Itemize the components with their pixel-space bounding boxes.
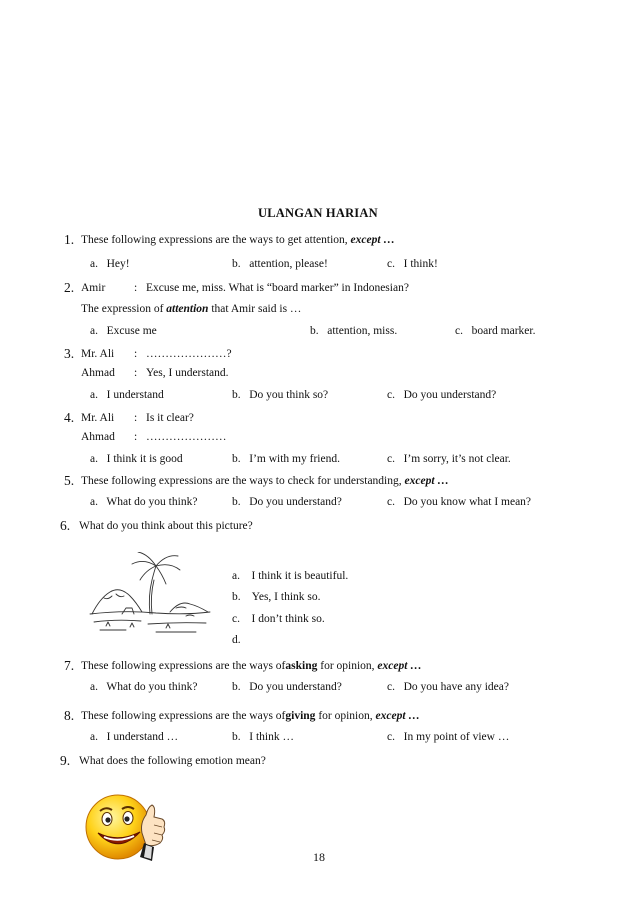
- q3-option-c[interactable]: c. Do you understand?: [387, 389, 497, 401]
- q4-colon2: :: [134, 431, 138, 443]
- q2-number: 2.: [64, 280, 75, 295]
- q2-colon: :: [134, 282, 138, 294]
- q8-giving-bold: giving: [285, 710, 316, 722]
- q4-colon1: :: [134, 412, 138, 424]
- q9-text: What does the following emotion mean?: [79, 755, 266, 767]
- q2-speaker: Amir: [81, 282, 106, 294]
- q1-option-b[interactable]: b. attention, please!: [232, 258, 328, 270]
- q4-option-c[interactable]: c. I’m sorry, it’s not clear.: [387, 453, 511, 465]
- q5-except: except …: [404, 475, 449, 487]
- q3-speaker1: Mr. Ali: [81, 348, 115, 360]
- q4-option-b[interactable]: b. I’m with my friend.: [232, 453, 340, 465]
- q8-option-a[interactable]: a. I understand …: [90, 731, 179, 743]
- q9-number: 9.: [60, 753, 71, 768]
- q8-option-c[interactable]: c. In my point of view …: [387, 731, 510, 743]
- q3-speaker2: Ahmad: [81, 367, 115, 379]
- q1-number: 1.: [64, 232, 75, 247]
- q5-number: 5.: [64, 473, 75, 488]
- q8-except: except …: [375, 710, 420, 722]
- q2-line2: The expression of attention that Amir said is …: [81, 303, 302, 315]
- q4-speaker1: Mr. Ali: [81, 412, 115, 424]
- q6-number: 6.: [60, 518, 71, 533]
- q4-speaker2: Ahmad: [81, 431, 115, 443]
- q8-number: 8.: [64, 708, 75, 723]
- q3-number: 3.: [64, 346, 75, 361]
- q4-number: 4.: [64, 410, 75, 425]
- q7-text: These following expressions are the ways ofasking for opinion, except …: [81, 660, 422, 672]
- q6-option-a[interactable]: a. I think it is beautiful.: [232, 570, 349, 582]
- q2-option-c[interactable]: c. board marker.: [455, 325, 536, 337]
- q3-option-a[interactable]: a. I understand: [90, 389, 164, 401]
- island-landscape-sketch-icon: [86, 552, 214, 638]
- q4-line1: Is it clear?: [146, 412, 194, 424]
- q6-option-b[interactable]: b. Yes, I think so.: [232, 591, 321, 603]
- q3-line2: Yes, I understand.: [146, 367, 229, 379]
- q3-option-b[interactable]: b. Do you think so?: [232, 389, 329, 401]
- q2-option-a[interactable]: a. Excuse me: [90, 325, 157, 337]
- q6-text: What do you think about this picture?: [79, 520, 253, 532]
- smiley-thumbs-up-icon: [82, 785, 168, 865]
- q1-option-c[interactable]: c. I think!: [387, 258, 438, 270]
- q6-option-c[interactable]: c. I don’t think so.: [232, 613, 325, 625]
- q8-text: These following expressions are the ways ofgiving for opinion, except …: [81, 710, 420, 722]
- q4-line2: …………………: [146, 431, 227, 443]
- q7-option-b[interactable]: b. Do you understand?: [232, 681, 342, 693]
- q8-option-b[interactable]: b. I think …: [232, 731, 294, 743]
- page-title: ULANGAN HARIAN: [258, 206, 378, 220]
- q7-number: 7.: [64, 658, 75, 673]
- q5-option-c[interactable]: c. Do you know what I mean?: [387, 496, 532, 508]
- q3-line1: …………………?: [146, 348, 232, 360]
- q2-attention-emphasis: attention: [166, 303, 209, 315]
- q4-option-a[interactable]: a. I think it is good: [90, 453, 183, 465]
- q3-colon1: :: [134, 348, 138, 360]
- q7-option-c[interactable]: c. Do you have any idea?: [387, 681, 509, 693]
- q5-text: These following expressions are the ways to check for understanding, except …: [81, 475, 449, 487]
- page-number: 18: [313, 850, 325, 864]
- q1-text: [81, 234, 395, 246]
- q1-option-a[interactable]: a. Hey!: [90, 258, 130, 270]
- q5-option-b[interactable]: b. Do you understand?: [232, 496, 342, 508]
- q2-option-b[interactable]: b. attention, miss.: [310, 325, 398, 337]
- q5-option-a[interactable]: a. What do you think?: [90, 496, 198, 508]
- q1-prompt: These following expressions are the ways to get attention,: [81, 234, 348, 246]
- q7-option-a[interactable]: a. What do you think?: [90, 681, 198, 693]
- q2-line1: Excuse me, miss. What is “board marker” in Indonesian?: [146, 282, 409, 294]
- q1-except: except …: [350, 234, 395, 246]
- q7-except: except …: [377, 660, 422, 672]
- q3-colon2: :: [134, 367, 138, 379]
- q7-asking-bold: asking: [285, 660, 318, 672]
- q6-option-d[interactable]: d.: [232, 634, 241, 646]
